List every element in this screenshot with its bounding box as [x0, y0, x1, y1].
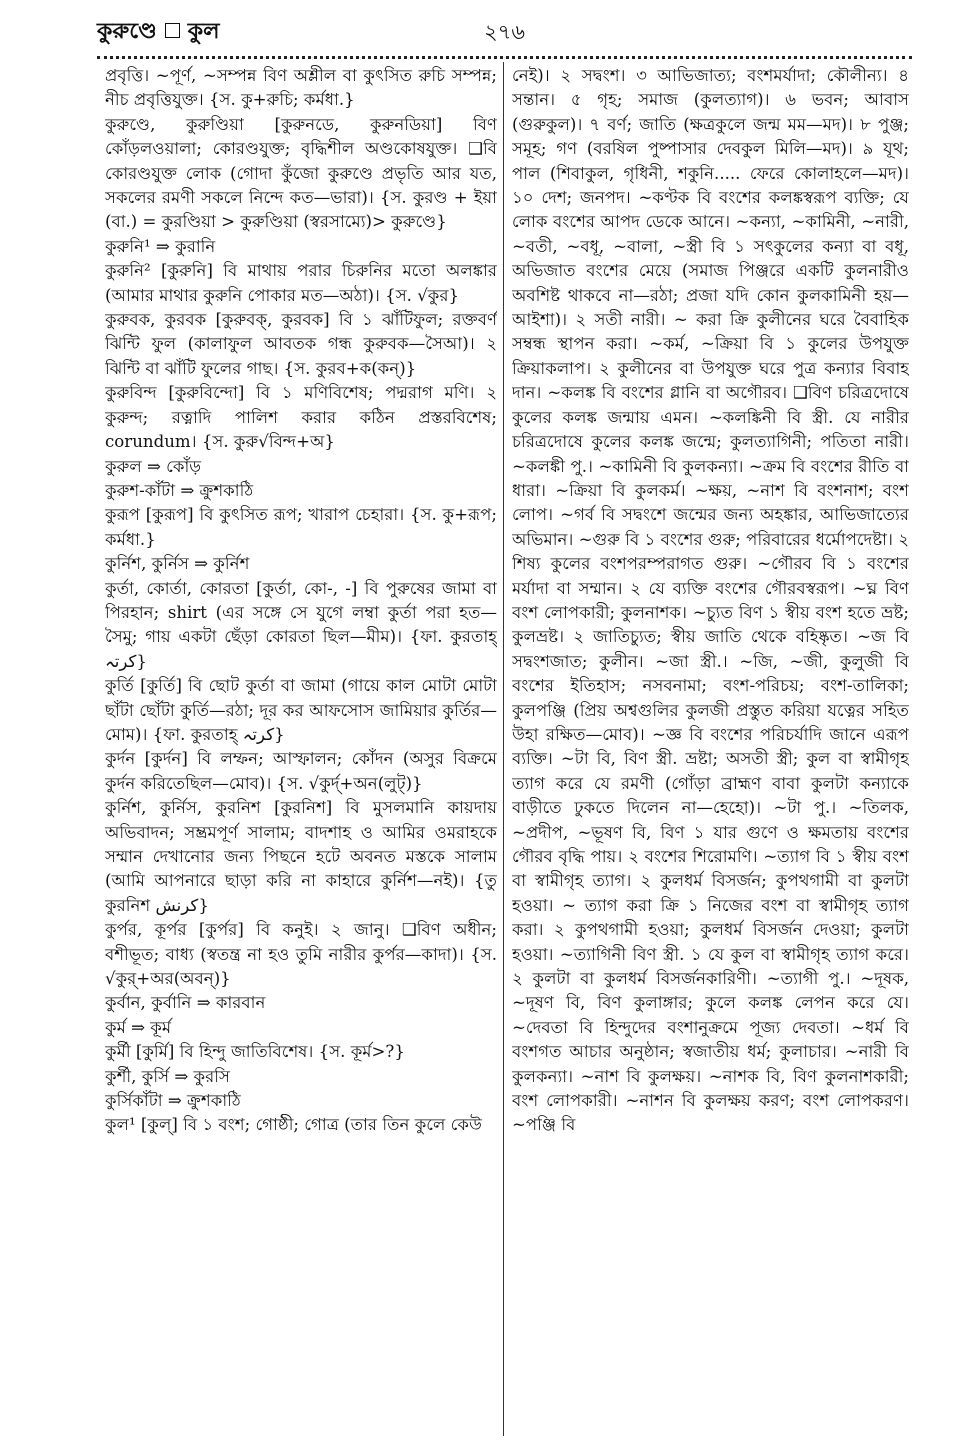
guide-word-last: কুল: [187, 19, 220, 44]
right-column: [512, 64, 909, 1436]
entry: কুরুবিন্দ [কুরুবিন্দো] বি ১ মণিবিশেষ; পদ্মরাগ মণি। ২ কুরুন্দ; রত্নাদি পালিশ করার কঠিন প্রস্তরবিশেষ; corundum। {স. কুরু√বিন্দ+অ}: [105, 383, 497, 452]
entry: কুর্শী, কুর্সি ⇒ কুরসি: [105, 1066, 230, 1086]
entry: কুর্সিকাঁটা ⇒ ক্রুশকাঠি: [105, 1091, 241, 1111]
entry: কুল¹ [কুল্] বি ১ বংশ; গোষ্ঠী; গোত্র (তার তিন কুলে কেউ: [105, 1115, 482, 1135]
entry: কুরূপ [কুরূপ] বি কুৎসিত রূপ; খারাপ চেহারা। {স. কু+রূপ; কর্মধা.}: [105, 505, 497, 549]
left-column: [105, 64, 497, 1436]
entry: প্রবৃত্তি। ~পূর্ণ, ~সম্পন্ন বিণ অশ্লীল বা কুৎসিত রুচি সম্পন্ন; নীচ প্রবৃত্তিযুক্ত। {স. কু+রুচি; কর্মধা.}: [105, 66, 497, 110]
header-rule: [97, 56, 912, 59]
entry: কুর্বান, কুর্বানি ⇒ কারবান: [105, 993, 266, 1013]
entry: কুর্দন [কুর্দন] বি লম্ফন; আস্ফালন; কোঁদন (অসুর বিক্রমে কুর্দন করিতেছিল—মোব)। {স. √কুর্দ্+অন(লুট্)}: [105, 749, 497, 793]
entry: কুর্নিশ, কুর্নিস ⇒ কুর্নিশ: [105, 554, 250, 574]
entry: কুরুণ্ডে, কুরুণ্ডিয়া [কুরুনডে, কুরুনডিয়া] বিণ কোঁড়লওয়ালা; কোরণ্ডযুক্ত; বৃদ্ধিশীল অণ্ডকোষযুক্ত। ❑বি কোরণ্ডযুক্ত লোক (গোদা কুঁজো কুরুণ্ডে প্রভৃতি আর যত, সকলের রমণী সকলে নিন্দে কত—ভারা)। {স. কুরণ্ড + ইয়া (বা.) = কুরণ্ডিয়া > কুরুণ্ডিয়া (স্বরসাম্যে)> কুরুণ্ডে}: [105, 114, 497, 232]
entry: কুর্তা, কোর্তা, কোরতা [কুর্তা, কো-, -] বি পুরুষের জামা বা পিরহান; shirt (এর সঙ্গে সে যুগে লম্বা কুর্তা পরা হত—সৈমু; গায় একটা ছেঁড়া কোরতা ছিল—মীম)। {ফা. কুরতাহ্ کرتہ}: [105, 578, 497, 671]
entry: কুর্নিশ, কুর্নিস, কুরনিশ [কুরনিশ] বি মুসলমানি কায়দায় অভিবাদন; সম্ভ্রমপূর্ণ সালাম; বাদশাহ ও আমির ওমরাহকে সম্মান দেখানোর জন্য পিছনে হটে অবনত মস্তকে সালাম (আমি আপনারে ছাড়া করি না কাহারে কুর্নিশ—নই)। {তু কুরনিশ کرنش}: [105, 798, 497, 915]
guide-word-first: কুরুণ্ডে: [97, 19, 157, 44]
entry: কুরুনি¹ ⇒ কুরানি: [105, 236, 216, 256]
page-number: ২৭৬: [484, 20, 525, 44]
entry: কুর্তি [কুর্তি] বি ছোট কুর্তা বা জামা (গায়ে কাল মোটা মোটা ছাঁটা ছোঁটা কুর্তি—রঠা; দূর কর আফসোস জামিয়ার কুর্তির—মোম)। {ফা. কুরতাহ্ کرتہ}: [105, 676, 497, 744]
entry: কুরুবক, কুরবক [কুরুবক্, কুরবক] বি ১ ঝাঁটিফুল; রক্তবর্ণ ঝিন্টি ফুল (কালাফুল আবতক গন্ধ কুরুবক—সৈআ)। ২ ঝিন্টি বা ঝাঁটি ফুলের গাছ। {স. কুরব+ক(কন্)}: [105, 310, 497, 378]
entry: কুর্ম ⇒ কূর্ম: [105, 1017, 172, 1037]
entry: কুরুল ⇒ কোঁড়: [105, 456, 202, 476]
entry: নেই)। ২ সদ্বংশ। ৩ আভিজাত্য; বংশমর্যাদা; কৌলীন্য। ৪ সন্তান। ৫ গৃহ; সমাজ (কুলত্যাগ)। ৬ ভবন; আবাস (গুরুকুল)। ৭ বর্ণ; জাতি (ক্ষত্রকুলে জন্ম মম—মদ)। ৮ পুঞ্জ; সমূহ; গণ (বরষিল পুষ্পাসার দেবকুল মিলি—মদ)। ৯ যূথ; পাল (শিবাকুল, গৃধিনী, শকুনি..... ফেরে কোলাহলে—মদ)। ১০ দেশ; জনপদ। ~কণ্টক বি বংশের কলঙ্কস্বরূপ ব্যক্তি; যে লোক বংশের আপদ ডেকে আনে। ~কন্যা, ~কামিনী, ~নারী, ~বতী, ~বধূ, ~বালা, ~স্ত্রী বি ১ সৎকুলের কন্যা বা বধূ, অভিজাত বংশের মেয়ে (সমাজ পিঞ্জরে একটি কুলনারীও অবশিষ্ট থাকবে না—রঠা; প্রজা যদি কোন কুলকামিনী হয়—আইশা)। ২ সতী নারী। ~ করা ক্রি কুলীনের ঘরে বৈবাহিক সম্বন্ধ স্থাপন করা। ~কর্ম, ~ক্রিয়া বি ১ কুলের উপযুক্ত ক্রিয়াকলাপ। ২ কুলীনের বা উপযুক্ত ঘরে পুত্র কন্যার বিবাহ দান। ~কলঙ্ক বি বংশের গ্লানি বা অগৌরব। ❑বিণ চরিত্রদোষে কুলের কলঙ্ক জন্মায় এমন। ~কলঙ্কিনী বি স্ত্রী. যে নারীর চরিত্রদোষে কুলের কলঙ্ক জন্মে; কুলত্যাগিনী; পতিতা নারী। ~কলঙ্কী পু.। ~কামিনী বি কুলকন্যা। ~ক্রম বি বংশের রীতি বা ধারা। ~ক্রিয়া বি কুলকর্ম। ~ক্ষয়, ~নাশ বি বংশনাশ; বংশ লোপ। ~গর্ব বি সদ্বংশে জন্মের জন্য অহঙ্কার, আভিজাত্যের অভিমান। ~গুরু বি ১ বংশের গুরু; পরিবারের ধর্মোপদেষ্টা। ২ শিষ্য কুলের বংশপরম্পরাগত গুরু। ~গৌরব বি ১ বংশের মর্যাদা বা সম্মান। ২ যে ব্যক্তি বংশের গৌরবস্বরূপ। ~ঘ্ন বিণ বংশ লোপকারী; কুলনাশক। ~চ্যুত বিণ ১ স্বীয় বংশ হতে ভ্রষ্ট; কুলভ্রষ্ট। ২ জাতিচ্যুত; স্বীয় জাতি থেকে বহিষ্কৃত। ~জ বি সদ্বংশজাত; কুলীন। ~জা স্ত্রী.। ~জি, ~জী, কুলুজী বি বংশের ইতিহাস; নসবনামা; বংশ-পরিচয়; বংশ-তালিকা; কুলপঞ্জি (প্রিয় অশ্বগুলির কুলজী প্রস্তুত করিয়া যত্নের সহিত উহা রক্ষিত—মোব)। ~জ্ঞ বি বংশের পরিচর্যাদি জানে এরূপ ব্যক্তি। ~টা বি, বিণ স্ত্রী. ভ্রষ্টা; অসতী স্ত্রী; কুল বা স্বামীগৃহ ত্যাগ করে যে রমণী (গোঁড়া ব্রাহ্মণ বাবা কুলটা কন্যাকে বাড়ীতে ঢুকতে দিলেন না—হেহো)। ~টা পু.। ~তিলক, ~প্রদীপ, ~ভূষণ বি, বিণ ১ যার গুণে ও ক্ষমতায় বংশের গৌরব বৃদ্ধি পায়। ২ বংশের শিরোমণি। ~ত্যাগ বি ১ স্বীয় বংশ বা স্বামীগৃহ ত্যাগ। ২ কুলধর্ম বিসর্জন; কুপথগামী বা কুলটা হওয়া। ~ ত্যাগ করা ক্রি ১ নিজের বংশ বা স্বামীগৃহ ত্যাগ করা। ২ কুপথগামী হওয়া; কুলধর্ম বিসর্জন দেওয়া; কুলটা হওয়া। ~ত্যাগিনী বিণ স্ত্রী. ১ যে কুল বা স্বামীগৃহ ত্যাগ করে। ২ কুলটা বা কুলধর্ম বিসর্জনকারিণী। ~ত্যাগী পু.। ~দূষক, ~দূষণ বি, বিণ কুলাঙ্গার; কুলে কলঙ্ক লেপন করে যে। ~দেবতা বি হিন্দুদের বংশানুক্রমে পূজ্য দেবতা। ~ধর্ম বি বংশগত আচার অনুষ্ঠান; স্বজাতীয় ধর্ম; কুলাচার। ~নারী বি কুলকন্যা। ~নাশ বি কুলক্ষয়। ~নাশক বি, বিণ কুলনাশকারী; বংশ লোপকারী। ~নাশন বি কুলক্ষয় করণ; বংশ লোপকরণ। ~পঞ্জি বি: [512, 66, 909, 1135]
entry: কুরুনি² [কুরুনি] বি মাথায় পরার চিরুনির মতো অলঙ্কার (আমার মাথার কুরুনি পোকার মত—অঠা)। {স. √কুর}: [105, 261, 497, 305]
column-divider: [503, 62, 504, 1436]
entry: কুরুশ-কাঁটা ⇒ ক্রুশকাঠি: [105, 480, 254, 500]
entry: কুর্মী [কুর্মি] বি হিন্দু জাতিবিশেষ। {স. কূর্ম>?}: [105, 1042, 405, 1062]
entry: কুর্পর, কূর্পর [কুর্পর] বি কনুই। ২ জানু। ❑বিণ অধীন; বশীভূত; বাধ্য (স্বতন্ত্র না হও তুমি নারীর কুর্পর—কাদা)। {স. √কুর্+অর(অবন্)}: [105, 920, 497, 989]
page-header: [97, 14, 912, 54]
